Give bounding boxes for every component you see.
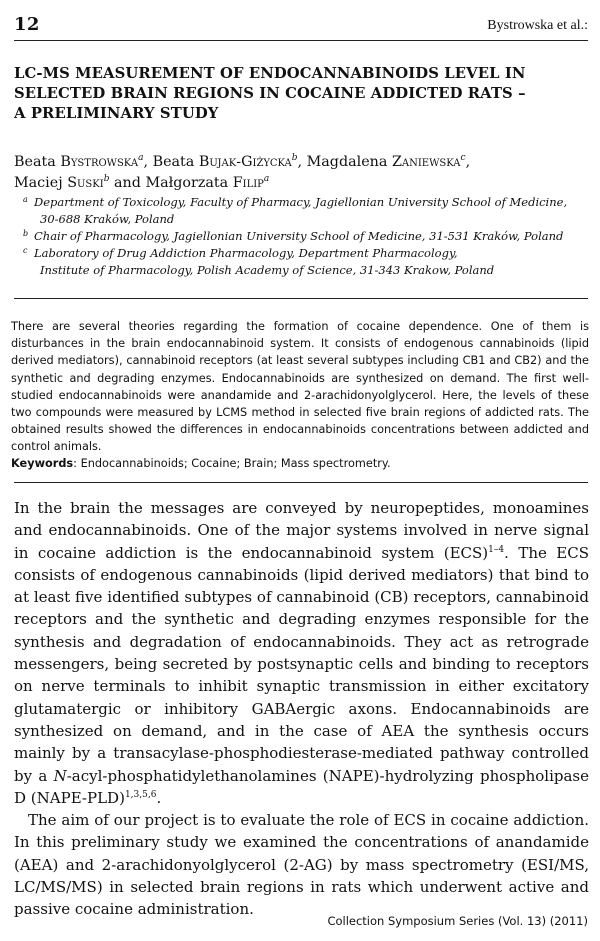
affiliations [14,194,588,279]
affiliation-a: a Department of Toxicology, Faculty of Pharmacy, Jagiellonian University School of Medicine, 30-688 Kraków, Poland [23,195,568,226]
keywords [11,455,589,472]
running-head: Bystrowska et al.: [487,18,588,33]
author-1: Beata Bystrowska$^a$ [14,153,144,170]
keywords-list: : Endocannabinoids; Cocaine; Brain; Mass spectrometry. [73,457,391,470]
body-text [14,497,589,921]
affiliation-b: b Chair of Pharmacology, Jagiellonian University School of Medicine, 31-531 Kraków, Poland [23,229,564,243]
authors-line-1: Beata Bystrowska$^a$, Beata Bujak-Giżycka$^b$, Magdalena Zaniewska$^c$, [14,153,471,170]
author-2: Beata Bujak-Giżycka$^b$ [152,153,298,170]
keywords-label: Keywords [11,457,74,470]
author-list [14,152,588,194]
page-header [14,14,588,41]
journal-footer: Collection Symposium Series (Vol. 13) (2011) [327,914,588,928]
abstract-top-rule [14,298,588,299]
abstract: There are several theories regarding the formation of cocaine dependence. One of them is disturbances in the brain endocannabinoid system. It consists of endogenous cannabinoids (lipid derived mediators), cannabinoid receptors (at least several subtypes including CB1 and CB2) and the synthetic and degrading enzymes. Endocannabinoids are synthesized on demand. The first well-studied endocannabinoids were anandamide and 2-arachidonyolglycerol. Here, the levels of these two compounds were measured by LCMS method in selected five brain regions of addicted rats. The obtained results showed the differences in endocannabinoids concentrations between addicted and control animals. [11,320,589,454]
abstract-bottom-rule [14,482,588,483]
title-line-1: LC-MS MEASUREMENT OF ENDOCANNABINOIDS LEVEL IN [14,65,526,82]
body-paragraph-2: The aim of our project is to evaluate the role of ECS in cocaine addiction. In this preliminary study we examined the concentrations of anandamide (AEA) and 2-arachidonyolglycerol (2-AG) by mass spectrometry (ESI/MS, LC/MS/MS) in selected brain regions in rats which underwent active and passive cocaine administration. [14,811,589,919]
title-line-2: SELECTED BRAIN REGIONS IN COCAINE ADDICTED RATS – [14,85,526,102]
affiliation-c: c Laboratory of Drug Addiction Pharmacology, Department Pharmacology, Institute of Pharmacology, Polish Academy of Science, 31-343 Krakow, Poland [23,246,495,277]
author-3: Magdalena Zaniewska$^c$ [306,153,466,170]
author-5: Małgorzata Filip$^a$ [145,174,270,191]
page-number: 12 [14,14,40,35]
body-paragraph-1: In the brain the messages are conveyed by neuropeptides, monoamines and endocannabinoids. One of the major systems involved in nerve signal in cocaine addiction is the endocannabinoid system (ECS)$^{1-4}$. The ECS consists of endogenous cannabinoids (lipid derived mediators) that bind to at least five identified subtypes of cannabinoid (CB) receptors, cannabinoid receptors and the synthetic and degrading enzymes responsible for the synthesis and degradation of endocannabinoids. They act as retrograde messengers, being secreted by postsynaptic cells and binding to receptors on nerve terminals to inhibit synaptic transmission in either excitatory glutamatergic or inhibitory GABAergic axons. Endocannabinoids are synthesized on demand, and in the case of AEA the synthesis occurs mainly by a transacylase-phosphodiesterase-mediated pathway controlled by a N-acyl-phosphatidylethanolamines (NAPE)-hydrolyzing phospholipase D (NAPE-PLD)$^{1,3,5,6}$. [14,499,590,807]
article-title [14,64,574,124]
author-4: Maciej Suski$^b$ [14,174,110,191]
authors-line-2: Maciej Suski$^b$ and Małgorzata Filip$^a$ [14,174,270,191]
title-line-3: A PRELIMINARY STUDY [14,105,219,122]
